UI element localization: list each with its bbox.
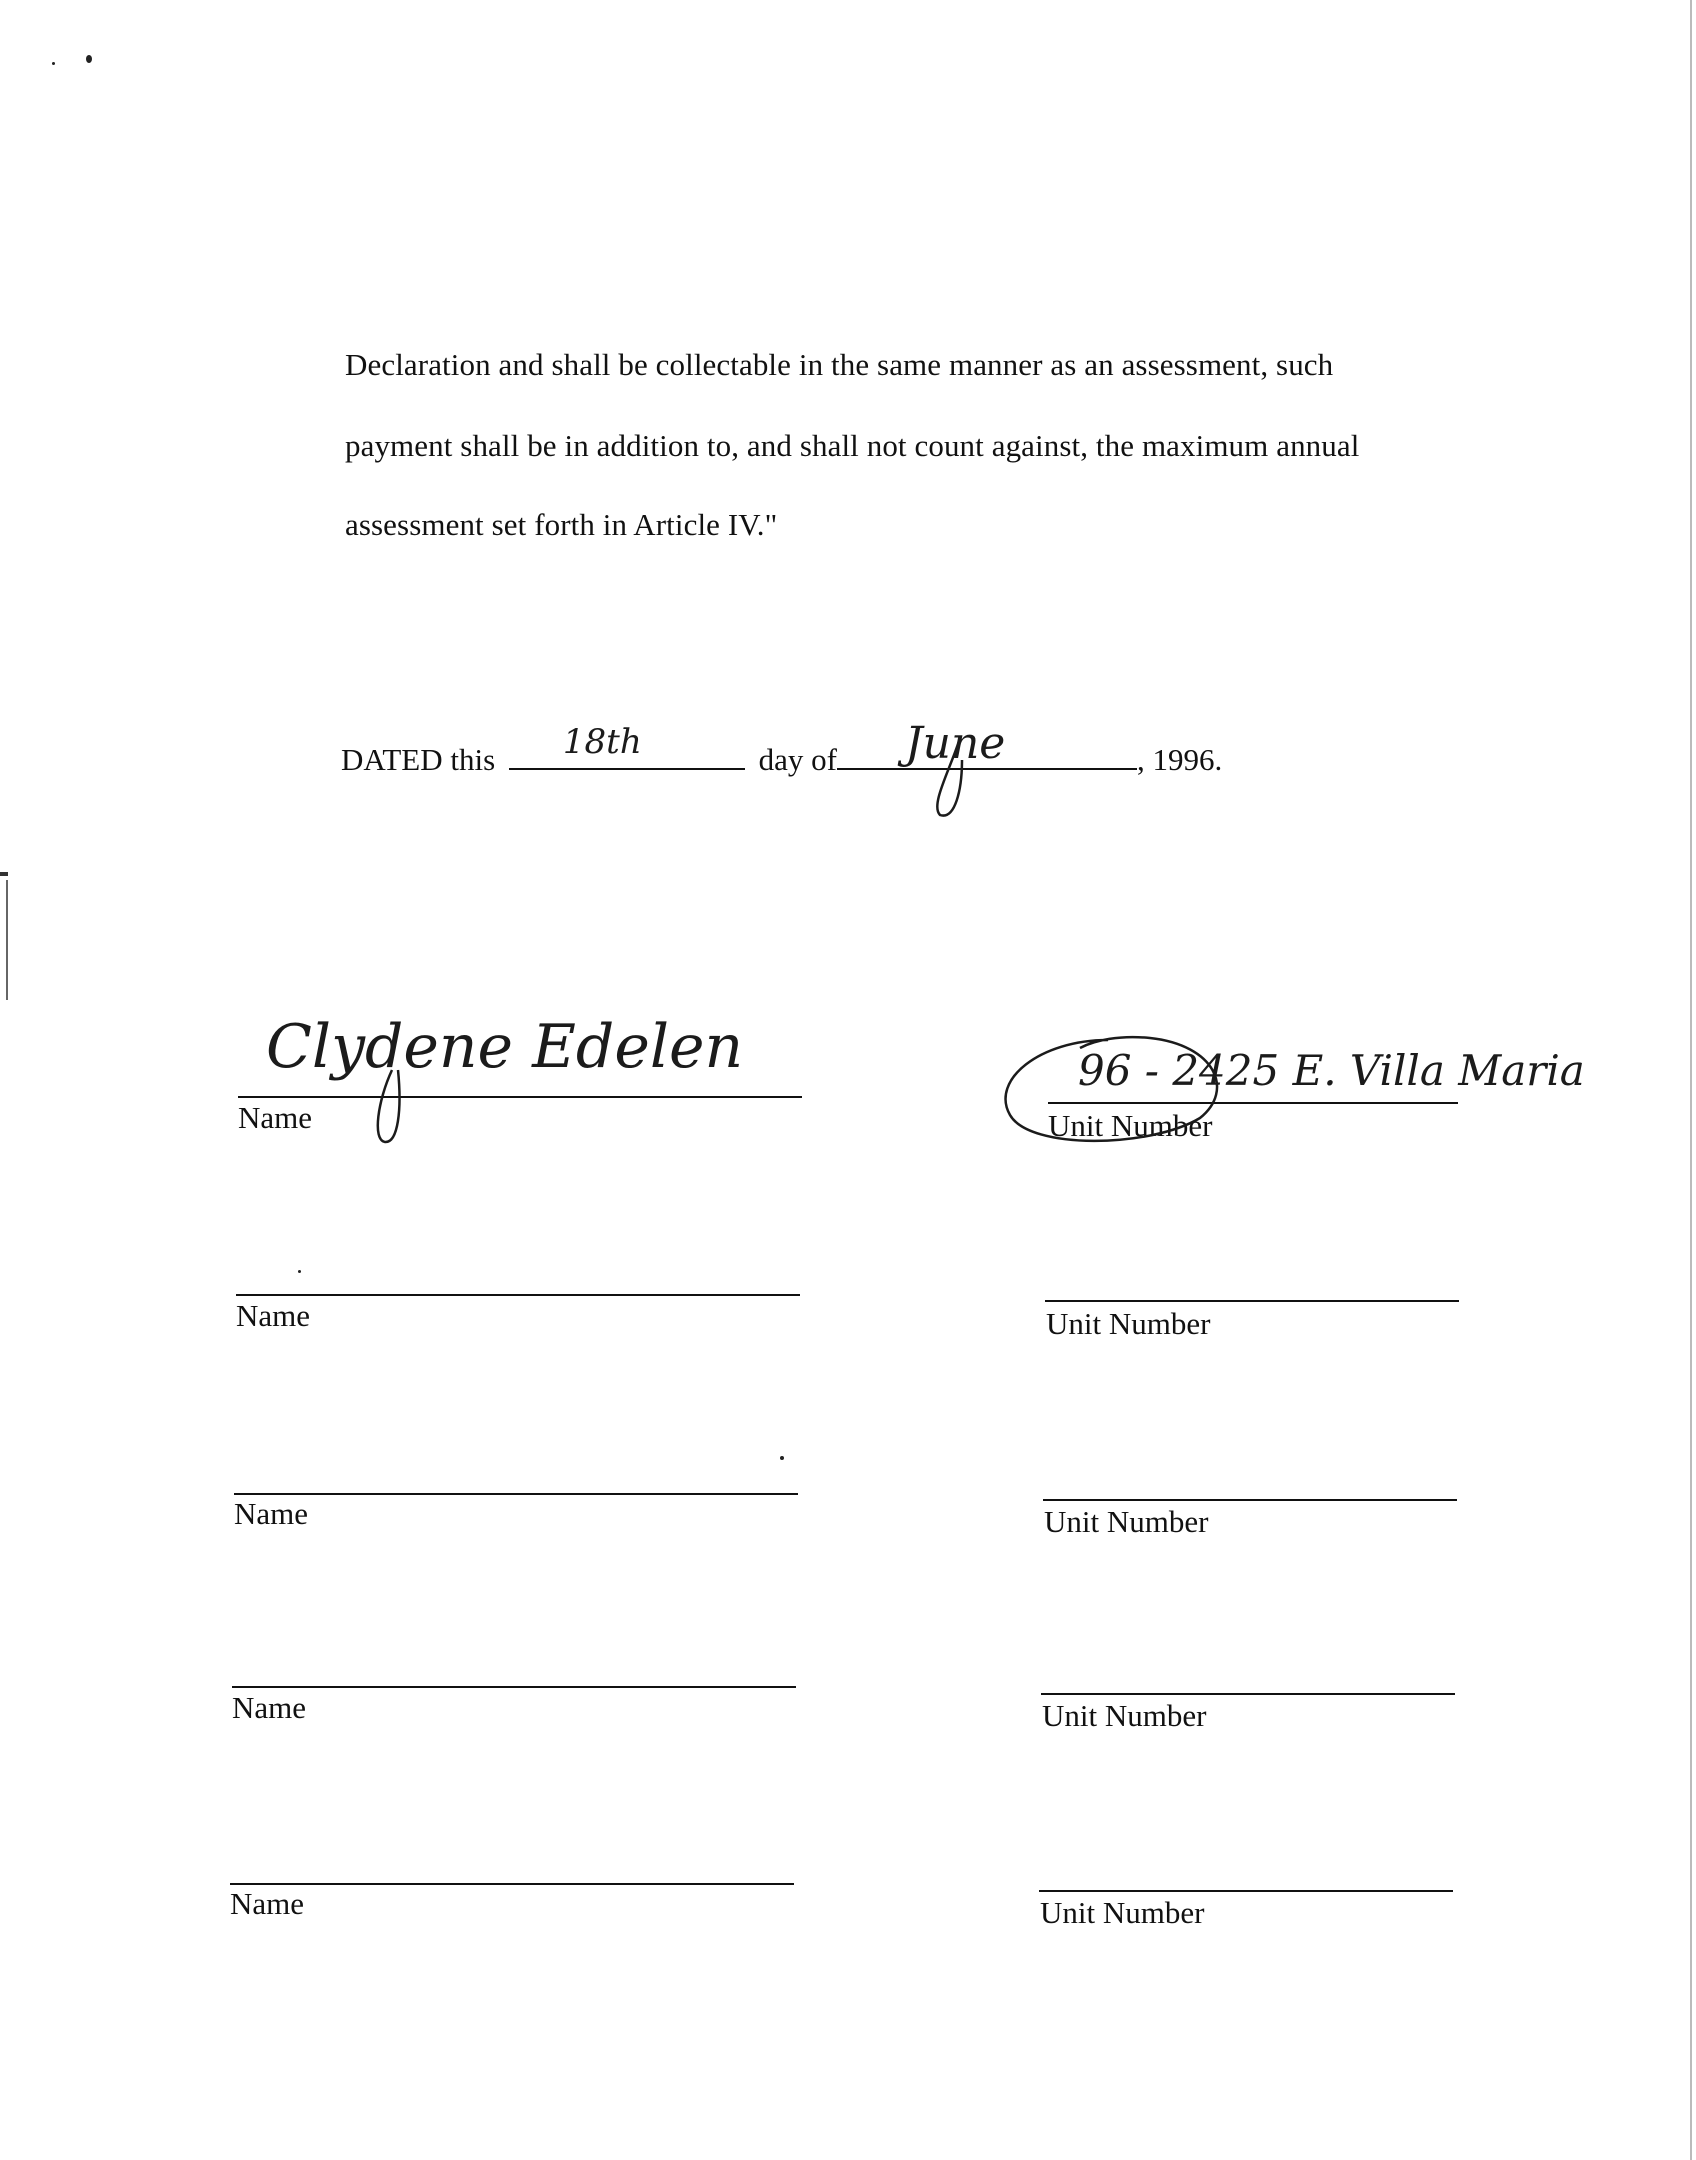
name-line-5[interactable]	[230, 1883, 794, 1885]
day-handwriting: 18th	[562, 722, 642, 762]
name-line-1[interactable]	[238, 1096, 802, 1098]
unit-line-3[interactable]	[1043, 1499, 1457, 1501]
paragraph-line-1: Declaration and shall be collectable in the same manner as an assessment, such	[345, 347, 1334, 382]
name-label-5: Name	[230, 1886, 305, 1921]
name-line-3[interactable]	[234, 1493, 798, 1495]
scan-edge-line	[0, 872, 8, 876]
name-label-2: Name	[236, 1298, 311, 1333]
unit-handwriting-1: 96 - 2425 E. Villa Maria	[1078, 1046, 1585, 1095]
unit-line-4[interactable]	[1041, 1693, 1455, 1695]
unit-line-1[interactable]	[1048, 1102, 1458, 1104]
unit-label-5: Unit Number	[1040, 1895, 1205, 1930]
unit-label-3: Unit Number	[1044, 1504, 1209, 1539]
unit-label-1: Unit Number	[1048, 1108, 1213, 1143]
dated-middle: day of	[758, 742, 837, 777]
unit-label-2: Unit Number	[1046, 1306, 1211, 1341]
dated-suffix: , 1996.	[1136, 742, 1223, 777]
unit-label-4: Unit Number	[1042, 1698, 1207, 1733]
name-label-3: Name	[234, 1496, 309, 1531]
scan-edge-line	[6, 880, 8, 1000]
unit-line-2[interactable]	[1045, 1300, 1459, 1302]
name-line-2[interactable]	[236, 1294, 800, 1296]
paragraph-line-3: assessment set forth in Article IV."	[345, 507, 778, 542]
paragraph-line-2: payment shall be in addition to, and shall not count against, the maximum annual	[345, 428, 1360, 463]
scan-speck	[52, 62, 55, 65]
unit-line-5[interactable]	[1039, 1890, 1453, 1892]
scan-speck	[86, 55, 92, 63]
dated-prefix: DATED this	[341, 742, 496, 777]
scan-edge-line	[1690, 0, 1692, 2160]
month-blank[interactable]	[837, 718, 1137, 770]
name-line-4[interactable]	[232, 1686, 796, 1688]
scan-speck	[780, 1456, 784, 1460]
name-handwriting-1: Clydene Edelen	[266, 1012, 744, 1082]
scan-speck	[298, 1270, 301, 1273]
month-handwriting: June	[904, 718, 1006, 769]
dated-line	[341, 718, 1223, 778]
day-blank[interactable]	[509, 722, 745, 770]
name-label-4: Name	[232, 1690, 307, 1725]
name-label-1: Name	[238, 1100, 313, 1135]
